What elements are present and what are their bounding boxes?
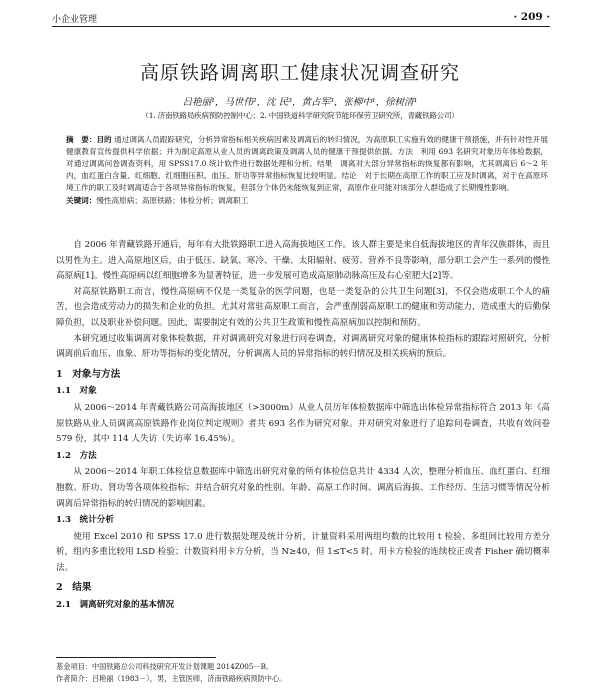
- footnotes: [56, 661, 550, 685]
- keywords-text: 慢性高原病；高原铁路；体检分析；调离职工: [96, 196, 249, 206]
- subsection-heading: 2.1 调离研究对象的基本情况: [56, 600, 175, 611]
- running-header: [52, 8, 550, 24]
- header-rule: [52, 26, 550, 27]
- page-number: · 209 ·: [513, 11, 550, 23]
- affiliation: （1. 济南铁路局疾病预防控制中心；2. 中国铁道科学研究院节能环保劳卫研究所，青藏铁路公司）: [141, 111, 459, 120]
- intro-paragraph: 本研究通过收集调离对象体检数据，并对调离研究对象进行问卷调查，对调离研究对象的健康体检指标的跟踪对照研究，分析调离前后血压、血象、肝功等指标的变化情况，分析调离人员的异常指标的转归情况及相关疾病的预后。: [56, 333, 550, 360]
- abstract-text: 通过调离人员跟踪研究，分析异常指标相关疾病因素及调离后的转归情况，为高原职工实施有效的健康干预措施，并有针对性开展健康教育宣传提供科学依据；并为制定高原从业人员的调离政策及调离人员的健康干预提供依据。方法 利用 693 名研究对象历年体检数据，对通过调离问卷调查资料，用 SPSS17.0 统计软件进行数据处理和分析。结果 调离对大部分异常指标的恢复都有影响，尤其调离后 6～2 年内，血红蛋白含量、红细胞、红细胞压积、血压、肝功等异常指标恢复比较明显。结论 对于长期在高原工作的职工应及时调离，对于在高原环境工作的职工及时调离适合于各项异常指标的恢复，但部分个体仍未能恢复到正常，高原作业可能对该部分人群造成了长期慢性影响。: [66, 135, 549, 193]
- section-heading: 1 对象与方法: [56, 368, 121, 380]
- article-title: 高原铁路调离职工健康状况调查研究: [139, 62, 460, 84]
- author-list: 吕艳丽¹，马世伟²，沈 民³，黄占军³，张柳中¹，徐树清¹: [182, 97, 418, 108]
- subsection-heading: 1.1 对象: [56, 386, 97, 397]
- section-heading: 2 结果: [56, 582, 92, 594]
- journal-name: 小企业管理: [52, 15, 98, 25]
- body-paragraph: 从 2006～2014 年青藏铁路公司高海拔地区（>3000m）从业人员历年体检数据库中筛选出体检异常指标符合 2013 年《高原铁路从业人员调离高原铁路作业岗位判定规则》者共 693 名作为研究对象。并对研究对象进行了追踪问卷调查，共收有效问卷 579 份，其中 114 人失访（失访率 16.45%）。: [56, 402, 550, 445]
- intro-paragraph: 对高原铁路职工而言，慢性高原病不仅是一类复杂的医学问题，也是一类复杂的公共卫生问题[3]，不仅会造成职工个人的痛苦，也会造成劳动力的损失和企业的负担。尤其对常驻高原职工而言，会严重削弱高原职工的健康和劳动能力，造成重大的后勤保障负担，以及职业补偿问题。因此，需要制定有效的公共卫生政策和慢性高原病加以控制和预防。: [56, 286, 550, 328]
- article-body: [56, 238, 550, 615]
- intro-paragraph: 自 2006 年青藏铁路开通后，每年有大批铁路职工进入高海拔地区工作。该人群主要是来自低海拔地区的青年汉族群体，而且以男性为主。进入高原地区后，由于低压、缺氧、寒冷、干燥、太阳辐射、疲劳、营养不良等影响，部分职工会产生一系列的慢性高原病[1]。慢性高原病以红细胞增多为显著特征，进一步发展可造成高原肺动脉高压及右心室肥大[2]等。: [56, 240, 550, 282]
- author-bio-note: 作者简介：吕艳丽（1983－），男，主管医师，济南铁路疾病预防中心。: [56, 674, 287, 683]
- body-paragraph: 从 2006～2014 年职工体检信息数据库中筛选出研究对象的所有体检信息共计 4334 人次，整理分析血压、血红蛋白、红细胞数、肝功、肾功等各项体检指标；并结合研究对象的性别、年龄、高原工作时间、调离后海拔、工作经历、生活习惯等情况分析调离后异常指标的转归情况的影响因素。: [56, 467, 550, 509]
- funding-note: 基金项目：中国铁路总公司科技研究开发计划课题 2014Z005－B。: [56, 662, 274, 671]
- keywords: [66, 195, 548, 207]
- abstract-label: 摘 要：目的: [66, 135, 112, 144]
- subsection-heading: 1.2 方法: [56, 450, 97, 461]
- abstract-paragraph: [66, 134, 548, 194]
- footnote-rule: [56, 657, 216, 658]
- subsection-heading: 1.3 统计分析: [56, 515, 114, 526]
- abstract: [66, 134, 548, 208]
- body-paragraph: 使用 Excel 2010 和 SPSS 17.0 进行数据处理及统计分析，计量资料采用两组均数的比较用 t 检验、多组间比较用方差分析，组内多重比较用 LSD 检验；计数资料用卡方分析，当 N≥40，但 1≤T<5 时，用卡方检验的连续校正或者 Fisher 确切概率法。: [56, 531, 550, 573]
- keywords-label: 关键词：: [66, 196, 97, 206]
